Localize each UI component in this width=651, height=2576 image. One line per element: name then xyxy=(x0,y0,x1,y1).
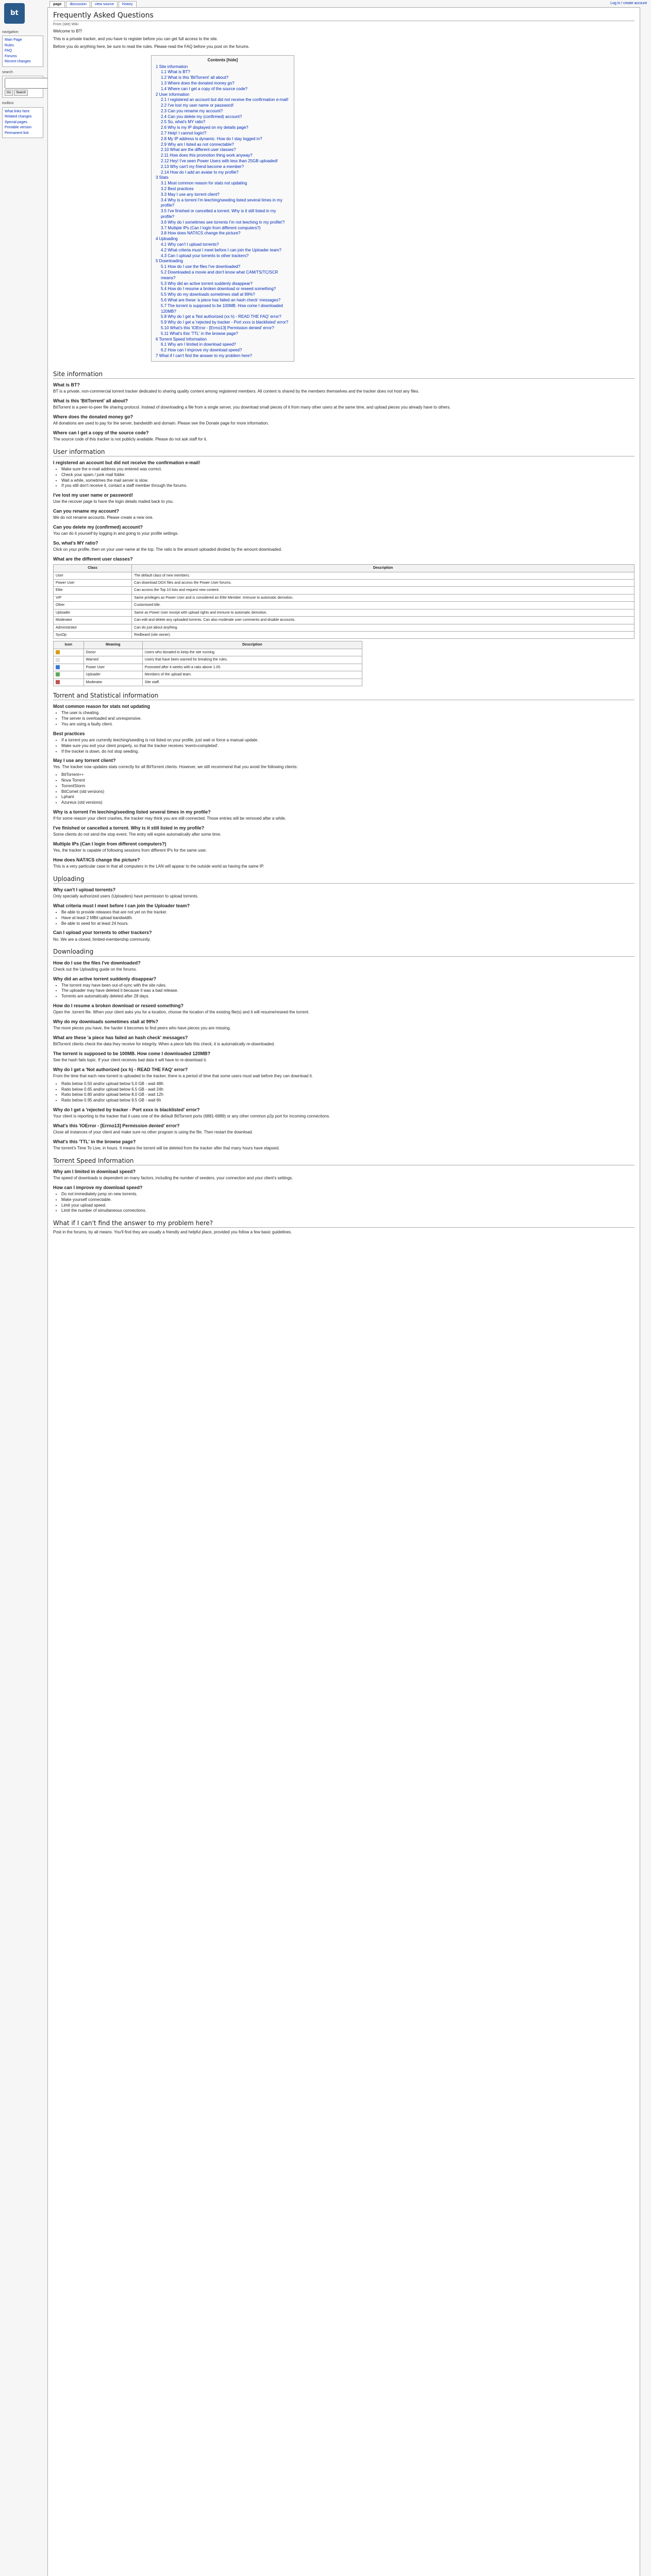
icon-description-cell: Users who donated to keep the site running. xyxy=(142,649,362,656)
page-tabs xyxy=(49,1,137,7)
table-header: Meaning xyxy=(84,641,142,649)
table-row xyxy=(54,632,635,639)
toc-item[interactable]: 2.4 Can you delete my (confirmed) account? xyxy=(161,114,242,119)
toc-item[interactable]: 3.8 How does NAT/ICS change the picture? xyxy=(161,231,241,236)
class-description-cell: Redbeard (site owner). xyxy=(132,632,635,639)
table-row xyxy=(54,594,635,601)
user-classes-table xyxy=(53,564,635,639)
question-heading: Why am I limited in download speed? xyxy=(53,1168,136,1174)
toc-item[interactable]: 2.13 Why can't my friend become a member? xyxy=(161,164,244,169)
table-row xyxy=(54,679,362,686)
intro-private: This is a private tracker, and you have to register before you can get full access to the site. xyxy=(53,37,218,42)
nav-link[interactable]: Main Page xyxy=(5,38,22,42)
toc-item[interactable]: 5.10 What's this 'IOError - [Errno13] Permission denied' error? xyxy=(161,325,274,330)
class-description-cell: Can edit and delete any uploaded torrents. Can also moderate user comments and disable accounts. xyxy=(132,617,635,624)
site-logo[interactable]: bt xyxy=(4,3,25,24)
class-description-cell: Can download DOX files and access the Power User forums. xyxy=(132,579,635,586)
table-header: Description xyxy=(132,565,635,572)
answer-list-item: • The server is overloaded and unresponsive. xyxy=(61,716,635,722)
toc-item[interactable]: 4.2 What criteria must I meet before I can join the Uploader team? xyxy=(161,247,281,252)
class-badge-icon xyxy=(56,658,60,662)
icon-meaning-cell: Power User xyxy=(84,664,142,671)
table-row xyxy=(54,671,362,679)
question-heading: What are the different user classes? xyxy=(53,556,133,562)
answer-list-item: • Nova Torrent xyxy=(61,778,635,784)
icon-meaning-cell: Donor xyxy=(84,649,142,656)
answer-list-item: • BitTorrent++ xyxy=(61,772,635,778)
table-header: Class xyxy=(54,565,132,572)
navigation-portlet xyxy=(2,30,43,67)
class-name-cell: Power User xyxy=(54,579,132,586)
question-heading: So, what's MY ratio? xyxy=(53,540,98,546)
toc-item[interactable]: 5.6 What are these 'a piece has failed an hash check' messages? xyxy=(161,297,281,302)
icon-description-cell: Promoted after 4 weeks with a ratio above 1.05. xyxy=(142,664,362,671)
torrent-stats-heading: Torrent and Statistical information xyxy=(53,691,635,700)
table-row xyxy=(54,609,635,616)
toolbox-title: toolbox xyxy=(2,101,14,106)
answer-list xyxy=(53,467,635,489)
class-name-cell: Administrator xyxy=(54,624,132,631)
question-heading: Most common reason for stats not updating xyxy=(53,704,151,709)
toc-item[interactable]: 4.3 Can I upload your torrents to other trackers? xyxy=(161,253,249,258)
page-title: Frequently Asked Questions xyxy=(53,11,635,21)
icon-cell xyxy=(54,649,84,656)
answer-text: Close all instances of your client and make sure no other program is using the file. Then restart the download. xyxy=(53,1130,253,1135)
tab-history[interactable]: history xyxy=(119,1,137,7)
toc-item[interactable]: 3.6 Why do I sometimes see torrents I'm not leeching in my profile!? xyxy=(161,219,285,225)
question-heading: Multiple IPs (Can I login from different computers?) xyxy=(53,841,166,846)
toc-item[interactable]: 2 User information xyxy=(156,92,190,97)
toc-item[interactable]: 2.11 How does this promotion thing work anyway? xyxy=(161,153,253,158)
toc-item[interactable]: 1.1 What is BT? xyxy=(161,70,190,75)
tab-page[interactable]: page xyxy=(49,1,65,7)
answer-list xyxy=(53,910,635,926)
question-heading: How do I use the files I've downloaded? xyxy=(53,960,141,965)
answer-text: Your client is reporting to the tracker that it uses one of the default BitTorrent ports (6881-6889) or any other common p2p port for incoming connections. xyxy=(53,1114,330,1119)
icon-description-cell: Site staff. xyxy=(142,679,362,686)
question-heading: Why is a torrent I'm leeching/seeding listed several times in my profile? xyxy=(53,809,211,815)
answer-text: Only specially authorized users (Uploaders) have permission to upload torrents. xyxy=(53,894,198,899)
question-heading: Best practices xyxy=(53,731,85,736)
search-button[interactable]: Search xyxy=(14,90,28,96)
toc-item[interactable]: 5.1 How do I use the files I've downloaded? xyxy=(161,264,241,269)
final-heading: What if I can't find the answer to my problem here? xyxy=(53,1219,635,1228)
answer-list-item: • The user is cheating. xyxy=(61,710,635,716)
toolbox-link[interactable]: Permanent link xyxy=(5,131,29,135)
tab-view-source[interactable]: view source xyxy=(91,1,118,7)
icon-meaning-cell: Uploader xyxy=(84,671,142,679)
uploading-heading: Uploading xyxy=(53,875,635,884)
table-row xyxy=(54,579,635,586)
answer-list-item: • TorrentStorm xyxy=(61,784,635,789)
question-heading: I've finished or cancelled a torrent. Why is it still listed in my profile? xyxy=(53,825,205,831)
answer-list-item: • Be able to provide releases that are not yet on the tracker. xyxy=(61,910,635,916)
toc-item[interactable]: 5.2 Downloaded a movie and don't know what CAM/TS/TC/SCR means? xyxy=(161,270,278,280)
class-badge-icon xyxy=(56,665,60,669)
intro-rules: Before you do anything here, be sure to read the rules. Please read the FAQ before you post on the forums. xyxy=(53,44,250,49)
question-heading: How do I resume a broken download or reseed something? xyxy=(53,1003,184,1009)
toc-item[interactable]: 1.3 Where does the donated money go? xyxy=(161,80,235,86)
question-heading: Why did an active torrent suddenly disappear? xyxy=(53,976,157,981)
main-content xyxy=(47,7,640,2576)
toc-item[interactable]: 3.3 May I use any torrent client? xyxy=(161,192,220,197)
table-row xyxy=(54,664,362,671)
toc-item[interactable]: 2.7 Help! I cannot login!? xyxy=(161,131,207,136)
toc-item[interactable]: 2.9 Why am I listed as not connectable? xyxy=(161,142,234,147)
answer-text: Use the recover page to have the login details mailed back to you. xyxy=(53,499,174,504)
toc-item[interactable]: 2.5 So, what's MY ratio? xyxy=(161,120,206,125)
icon-meaning-cell: Moderator xyxy=(84,679,142,686)
sidebar xyxy=(2,30,43,141)
nav-link[interactable]: Forums xyxy=(5,54,17,58)
question-heading: What are these 'a piece has failed an hash check' messages? xyxy=(53,1035,188,1040)
answer-text: Open the .torrent file. When your client asks you for a location, choose the location of the existing file(s) and it will resume/reseed the torrent. xyxy=(53,1010,310,1015)
toolbox-link[interactable]: Related changes xyxy=(5,115,32,119)
answer-text: We do not rename accounts. Please create a new one. xyxy=(53,515,154,520)
torrent-speed-heading: Torrent Speed Information xyxy=(53,1157,635,1165)
answer-text: Yes, the tracker is capable of following sessions from different IPs for the same user. xyxy=(53,848,207,853)
toc-item[interactable]: 3.1 Most common reason for stats not updating xyxy=(161,181,247,186)
toc-item[interactable]: 3 Stats xyxy=(156,175,169,180)
class-name-cell: Moderator xyxy=(54,617,132,624)
question-heading: Why can't I upload torrents? xyxy=(53,887,116,892)
navigation-list xyxy=(2,36,43,67)
toc-item[interactable]: 3.7 Multiple IPs (Can I login from different computers?) xyxy=(161,225,261,230)
question-heading: Can you delete my (confirmed) account? xyxy=(53,524,143,530)
toc-item[interactable]: 5.7 The torrent is supposed to be 100MB. How come I downloaded 120MB? xyxy=(161,303,283,314)
icon-meaning-cell: Warned xyxy=(84,656,142,664)
icon-description-cell: Users that have been warned for breaking the rules. xyxy=(142,656,362,664)
toc-item[interactable]: 1.4 Where can I get a copy of the source code? xyxy=(161,86,248,91)
answer-text: See the hash fails topic. If your client receives bad data it will have to re-download it. xyxy=(53,1058,207,1063)
question-heading: What is BT? xyxy=(53,382,80,387)
question-heading: Where can I get a copy of the source code? xyxy=(53,430,149,435)
class-name-cell: Uploader xyxy=(54,609,132,616)
answer-list-item: • Do not immediately jump on new torrents. xyxy=(61,1192,635,1197)
toc-item[interactable]: 6.1 Why am I limited in download speed? xyxy=(161,342,236,347)
toc-item[interactable]: 5.3 Why did an active torrent suddenly disappear? xyxy=(161,281,253,286)
answer-text: You can do it yourself by logging in and going to your profile settings. xyxy=(53,531,179,536)
table-row xyxy=(54,602,635,609)
site-information-heading: Site information xyxy=(53,370,635,379)
class-description-cell: Customised title. xyxy=(132,602,635,609)
answer-list-item: • Make sure you exit your client properly, so that the tracker receives 'event=completed'. xyxy=(61,743,635,749)
answer-list-item: • Wait a while, sometimes the mail server is slow. xyxy=(61,478,635,484)
tab-discussion[interactable]: discussion xyxy=(66,1,90,7)
toc-item[interactable]: 5.9 Why do I get a 'rejected by tracker - Port xxxx is blacklisted' error? xyxy=(161,320,289,325)
answer-list-item: • Check your spam / junk mail folder. xyxy=(61,472,635,478)
final-answer: Post in the forums, by all means. You'll find they are usually a friendly and helpful place, provided you follow a few basic guidelines. xyxy=(53,1230,292,1235)
search-portlet xyxy=(2,70,43,98)
toc-item[interactable]: 5.8 Why do I get a 'Not authorized (xx h) - READ THE FAQ' error? xyxy=(161,314,281,319)
table-row xyxy=(54,649,362,656)
toc-item[interactable]: 2.8 My IP address is dynamic. How do I stay logged in? xyxy=(161,136,262,141)
answer-list xyxy=(53,983,635,999)
toc-item[interactable]: 2.14 How do I add an avatar to my profile? xyxy=(161,170,239,175)
answer-list-item: • Ratio below 0.50 and/or upload below 5.0 GB - wait 48h xyxy=(61,1081,635,1087)
toc-item[interactable]: 5.4 How do I resume a broken download or reseed something? xyxy=(161,286,276,292)
question-heading: Why do my downloads sometimes stall at 99%? xyxy=(53,1019,159,1024)
question-heading: May I use any torrent client? xyxy=(53,758,116,764)
answer-list-item: • The torrent may have been out-of-sync with the site rules. xyxy=(61,983,635,989)
question-heading: Why do I get a 'Not authorized (xx h) - READ THE FAQ' error? xyxy=(53,1066,188,1072)
search-title: search xyxy=(2,70,13,74)
toc-item[interactable]: 7 What if I can't find the answer to my problem here? xyxy=(156,353,252,358)
answer-list-item: • If you still don't receive it, contact a staff member through the forums. xyxy=(61,483,635,489)
nav-link[interactable]: Recent changes xyxy=(5,60,31,64)
question-heading: The torrent is supposed to be 100MB. How come I downloaded 120MB? xyxy=(53,1050,211,1056)
answer-list-item: • Ratio below 0.95 and/or upload below 9.5 GB - wait 6h xyxy=(61,1098,635,1104)
icon-cell xyxy=(54,656,84,664)
toc-item[interactable]: 1.2 What is this 'BitTorrent' all about? xyxy=(161,75,229,80)
answer-list-item: • You are using a faulty client. xyxy=(61,722,635,727)
answer-text: All donations are used to pay for the server, bandwidth and domain. Please see the Donate page for more information. xyxy=(53,420,269,426)
class-name-cell: User xyxy=(54,572,132,579)
answer-text: The speed of downloads is dependent on many factors, including the number of seeders, your connection and your client's settings. xyxy=(53,1176,293,1181)
answer-list-item: • Have at least 2 MBit upload bandwidth. xyxy=(61,916,635,921)
answer-list xyxy=(53,738,635,754)
question-heading: I've lost my user name or password! xyxy=(53,493,133,498)
class-badge-icon xyxy=(56,672,60,676)
table-row xyxy=(54,617,635,624)
answer-text: Some clients do not send the stop event. The entry will expire automatically after some time. xyxy=(53,832,222,837)
class-name-cell: Other xyxy=(54,602,132,609)
answer-text: From the time that each new torrent is uploaded to the tracker, there is a period of time that some users must wait before they can download it. xyxy=(53,1073,313,1078)
toc-item[interactable]: 1 Site information xyxy=(156,64,188,69)
answer-text: BitTorrent clients check the data they receive for integrity. When a piece fails this check, it is automatically re-downloaded. xyxy=(53,1042,275,1047)
table-row xyxy=(54,624,635,631)
class-description-cell: Same as Power User except with upload rights and immune to automatic demotion. xyxy=(132,609,635,616)
table-header: Icon xyxy=(54,641,84,649)
question-heading: What's this 'IOError - [Errno13] Permission denied' error? xyxy=(53,1123,180,1128)
answer-list-item: • The uploader may have deleted it because it was a bad release. xyxy=(61,988,635,994)
icon-description-cell: Members of the upload team. xyxy=(142,671,362,679)
question-heading: What's this 'TTL' in the browse page? xyxy=(53,1139,136,1144)
navigation-title: navigation xyxy=(2,30,19,34)
answer-list-item: • Be able to seed for at least 24 hours. xyxy=(61,921,635,927)
answer-text: No. We are a closed, limited-membership community. xyxy=(53,937,151,942)
toc-item[interactable]: 2.10 What are the different user classes? xyxy=(161,147,236,152)
icon-cell xyxy=(54,671,84,679)
question-heading: What is this 'BitTorrent' all about? xyxy=(53,398,128,403)
icon-cell xyxy=(54,679,84,686)
answer-text: The more pieces you have, the harder it becomes to find peers who have pieces you are missing. xyxy=(53,1026,231,1031)
class-badge-icon xyxy=(56,650,60,654)
class-description-cell: The default class of new members. xyxy=(132,572,635,579)
answer-list-item: • Ratio below 0.80 and/or upload below 8.0 GB - wait 12h xyxy=(61,1092,635,1098)
answer-list-item: • If a torrent you are currently leeching/seeding is not listed on your profile, just wait or force a manual update. xyxy=(61,738,635,743)
answer-text: This is a very particular case in that all computers in the LAN will appear to the outside world as having the same IP. xyxy=(53,864,264,869)
toc-item[interactable]: 2.2 I've lost my user name or password! xyxy=(161,103,234,108)
nav-link[interactable]: FAQ xyxy=(5,49,12,53)
toc-item[interactable]: 3.4 Why is a torrent I'm leeching/seeding listed several times in my profile? xyxy=(161,197,282,208)
question-heading: Can I upload your torrents to other trackers? xyxy=(53,930,152,936)
answer-list xyxy=(53,710,635,727)
login-link[interactable]: Log in / create account xyxy=(610,2,647,5)
question-heading: How does NAT/ICS change the picture? xyxy=(53,857,140,862)
toc-title[interactable]: Contents [hide] xyxy=(207,57,238,62)
answer-list xyxy=(53,1081,635,1104)
class-name-cell: SysOp xyxy=(54,632,132,639)
toc-item[interactable]: 3.5 I've finished or cancelled a torrent. Why is it still listed in my profile? xyxy=(161,209,276,219)
answer-list-item: • Lphant xyxy=(61,794,635,800)
table-row xyxy=(54,587,635,594)
answer-list-item: • BitComet (old versions) xyxy=(61,789,635,795)
table-of-contents xyxy=(151,55,294,362)
toc-item[interactable]: 2.12 Hey! I've seen Power Users with less than 25GB uploaded! xyxy=(161,159,278,164)
toc-item[interactable]: 5.11 What's this 'TTL' in the browse page? xyxy=(161,331,238,336)
nav-link[interactable]: Rules xyxy=(5,43,14,47)
answer-list-item: • Azureus (old versions) xyxy=(61,800,635,806)
answer-list-item: • Limit the number of simultaneous connections. xyxy=(61,1208,635,1214)
toc-item[interactable]: 6.2 How can I improve my download speed? xyxy=(161,348,242,353)
user-icons-table xyxy=(53,641,362,686)
go-button[interactable]: Go xyxy=(5,90,13,96)
question-heading: Can you rename my account? xyxy=(53,509,120,514)
class-description-cell: Same privileges as Power User and is considered an Elite Member. Immune to automatic demotion. xyxy=(132,594,635,601)
toc-item[interactable]: 3.2 Best practices xyxy=(161,187,194,192)
answer-text: Yes. The tracker now updates stats correctly for all BitTorrent clients. However, we still recommend that you avoid the following clients: xyxy=(53,765,298,770)
class-name-cell: Elite xyxy=(54,587,132,594)
question-heading: Why do I get a 'rejected by tracker - Port xxxx is blacklisted' error? xyxy=(53,1107,200,1112)
toolbox-portlet xyxy=(2,101,43,138)
question-heading: Where does the donated money go? xyxy=(53,414,133,419)
question-heading: I registered an account but did not receive the confirmation e-mail! xyxy=(53,460,201,465)
answer-list-item: • Limit your upload speed. xyxy=(61,1203,635,1209)
toc-item[interactable]: 5 Downloading xyxy=(156,259,183,264)
class-description-cell: Can do just about anything. xyxy=(132,624,635,631)
toc-item[interactable]: 5.5 Why do my downloads sometimes stall at 99%? xyxy=(161,292,255,297)
class-badge-icon xyxy=(56,680,60,684)
answer-text: If for some reason your client crashes, the tracker may think you are still connected. Those entries will be removed after a while. xyxy=(53,816,287,821)
answer-text: BitTorrent is a peer-to-peer file sharing protocol. Instead of downloading a file from a single server, you download small pieces of it from many other users at the same time, and upload pieces you already have to others. xyxy=(53,405,451,410)
table-row xyxy=(54,572,635,579)
answer-list-item: • Make yourself connectable. xyxy=(61,1197,635,1203)
table-row xyxy=(54,656,362,664)
toolbox-link[interactable]: What links here xyxy=(5,109,30,113)
question-heading: How can I improve my download speed? xyxy=(53,1184,143,1190)
table-header: Description xyxy=(142,641,362,649)
toolbox-list xyxy=(2,107,43,139)
class-name-cell: VIP xyxy=(54,594,132,601)
toc-item[interactable]: 2.3 Can you rename my account? xyxy=(161,108,223,113)
answer-text: The torrent's Time To Live, in hours. It means the torrent will be deleted from the tracker after that many hours have elapsed. xyxy=(53,1145,280,1150)
downloading-heading: Downloading xyxy=(53,947,635,956)
answer-list-item: • Make sure the e-mail address you entered was correct. xyxy=(61,467,635,472)
toolbox-link[interactable]: Special pages xyxy=(5,120,27,124)
answer-text: Check out the Uploading guide on the forums. xyxy=(53,967,137,972)
answer-text: BT is a private, non-commercial torrent tracker dedicated to sharing quality content among registered members. All content is shared by the members themselves and the tracker does not host any files. xyxy=(53,389,420,394)
question-heading: What criteria must I meet before I can join the Uploader team? xyxy=(53,903,190,908)
intro-welcome: Welcome to BT! xyxy=(53,29,82,34)
answer-list-item: • If the tracker is down, do not stop seeding. xyxy=(61,749,635,755)
icon-cell xyxy=(54,664,84,671)
toc-item[interactable]: 4.1 Why can't I upload torrents? xyxy=(161,242,219,247)
answer-list xyxy=(53,1192,635,1214)
answer-list xyxy=(53,772,635,806)
answer-list-item: • Torrents are automatically deleted after 28 days. xyxy=(61,994,635,999)
site-subtitle: From (site) Wiki xyxy=(53,22,78,26)
answer-text: The source code of this tracker is not publicly available. Please do not ask staff for it. xyxy=(53,436,208,442)
personal-tools xyxy=(610,1,647,6)
toc-item[interactable]: 4 Uploading xyxy=(156,236,178,242)
answer-list-item: • Ratio below 0.65 and/or upload below 6.5 GB - wait 24h xyxy=(61,1087,635,1093)
toolbox-link[interactable]: Printable version xyxy=(5,126,32,130)
answer-text: Click on your profile, then on your user name at the top. The ratio is the amount uploaded divided by the amount downloaded. xyxy=(53,547,282,552)
class-description-cell: Can access the Top 10 lists and request new content. xyxy=(132,587,635,594)
toc-item[interactable]: 2.6 Why is my IP displayed on my details page? xyxy=(161,125,248,130)
user-information-heading: User information xyxy=(53,448,635,456)
toc-item[interactable]: 6 Torrent Speed Information xyxy=(156,336,207,342)
toc-item[interactable]: 2.1 I registered an account but did not receive the confirmation e-mail! xyxy=(161,97,289,103)
